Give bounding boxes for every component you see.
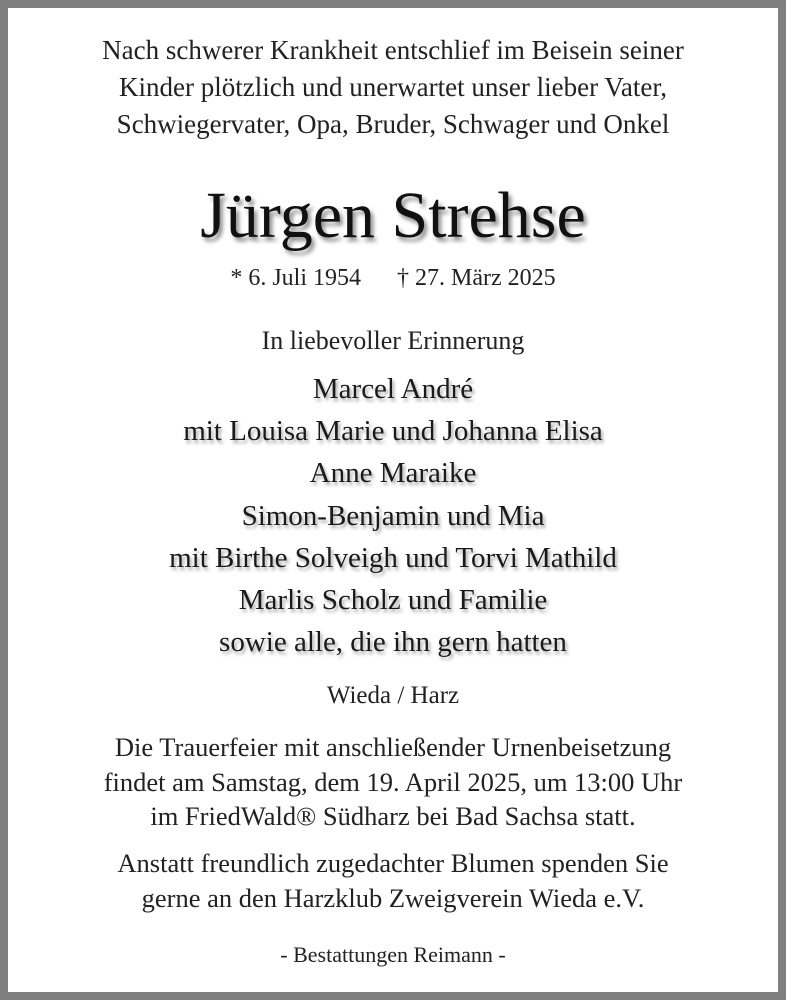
mourner-line: Anne Maraike bbox=[309, 457, 477, 490]
ceremony-line: Die Trauerfeier mit anschließender Urnenbeisetzung bbox=[114, 732, 672, 762]
donation-line: gerne an den Harzklub Zweigverein Wieda e.V. bbox=[141, 882, 645, 913]
ceremony-info bbox=[8, 730, 778, 834]
obituary-notice bbox=[8, 8, 778, 992]
donation-info bbox=[8, 846, 778, 915]
intro-line: Kinder plötzlich und unerwartet unser lieber Vater, bbox=[119, 72, 667, 102]
mourner-line: mit Birthe Solveigh und Torvi Mathild bbox=[169, 541, 617, 574]
intro-text bbox=[8, 32, 778, 143]
memory-heading: In liebevoller Erinnerung bbox=[261, 326, 525, 355]
intro-line: Schwiegervater, Opa, Bruder, Schwager und Onkel bbox=[116, 109, 670, 139]
ceremony-line: im FriedWald® Südharz bei Bad Sachsa statt. bbox=[150, 801, 636, 831]
life-dates bbox=[8, 263, 778, 293]
intro-line: Nach schwerer Krankheit entschlief im Beisein seiner bbox=[102, 35, 684, 65]
mourner-line: Simon-Benjamin und Mia bbox=[241, 499, 545, 532]
death-date: † 27. März 2025 bbox=[397, 265, 556, 291]
mourner-line: Marlis Scholz und Familie bbox=[238, 584, 548, 617]
donation-line: Anstatt freundlich zugedachter Blumen spenden Sie bbox=[117, 848, 669, 878]
mourners-list bbox=[8, 368, 778, 663]
mourner-line: Marcel André bbox=[312, 373, 474, 405]
mourner-line: sowie alle, die ihn gern hatten bbox=[219, 626, 567, 659]
place-of-residence: Wieda / Harz bbox=[326, 682, 460, 709]
mourner-line: mit Louisa Marie und Johanna Elisa bbox=[183, 415, 603, 448]
undertaker-credit: - Bestattungen Reimann - bbox=[280, 942, 506, 967]
birth-date: * 6. Juli 1954 bbox=[230, 265, 362, 291]
ceremony-line: findet am Samstag, dem 19. April 2025, um 13:00 Uhr bbox=[103, 766, 683, 797]
deceased-name: Jürgen Strehse bbox=[200, 179, 586, 252]
